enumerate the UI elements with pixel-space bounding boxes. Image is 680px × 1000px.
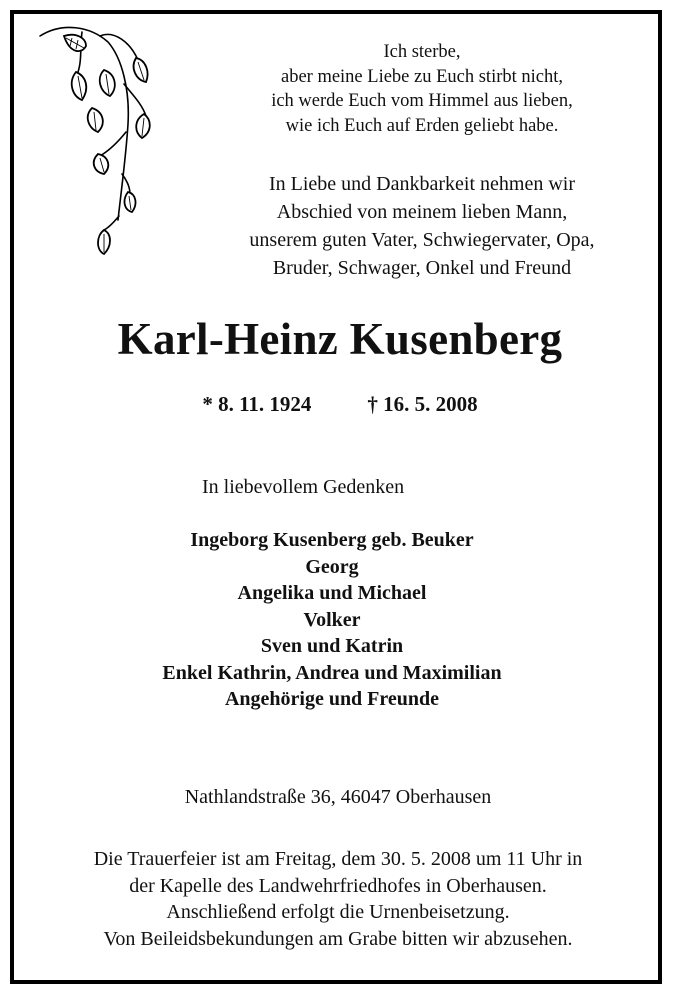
farewell-line: Abschied von meinem lieben Mann,: [276, 201, 568, 223]
farewell-line: Bruder, Schwager, Onkel und Freund: [272, 257, 572, 279]
mourners-list: [0, 527, 664, 713]
farewell-line: unserem guten Vater, Schwiegervater, Opa,: [249, 229, 595, 251]
poem-verse: [196, 40, 648, 138]
death-date: † 16. 5. 2008: [367, 392, 478, 416]
memorial-phrase: In liebevollem Gedenken: [202, 476, 405, 498]
birth-date: * 8. 11. 1924: [202, 392, 312, 416]
farewell-text: [196, 170, 648, 282]
farewell-line: In Liebe und Dankbarkeit nehmen wir: [268, 173, 575, 195]
poem-line: wie ich Euch auf Erden geliebt habe.: [285, 115, 559, 136]
mourner-entry: Angehörige und Freunde: [224, 688, 440, 710]
poem-line: Ich sterbe,: [383, 42, 461, 62]
deceased-name: Karl-Heinz Kusenberg: [117, 314, 563, 364]
mourner-entry: Ingeborg Kusenberg geb. Beuker: [190, 529, 474, 551]
poem-line: aber meine Liebe zu Euch stirbt nicht,: [280, 66, 564, 87]
mourner-entry: Volker: [303, 608, 361, 631]
mourner-entry: Enkel Kathrin, Andrea und Maximilian: [162, 661, 502, 684]
mourner-entry: Georg: [305, 555, 359, 578]
birch-branch-icon: [38, 24, 158, 256]
funeral-notice: [0, 846, 676, 952]
life-dates: [0, 392, 680, 417]
notice-line: Die Trauerfeier ist am Freitag, dem 30. 5. 2008 um 11 Uhr in: [93, 848, 583, 870]
notice-line: Anschließend erfolgt die Urnenbeisetzung.: [166, 901, 510, 923]
notice-line: der Kapelle des Landwehrfriedhofes in Oberhausen.: [129, 874, 547, 897]
mourner-entry: Sven und Katrin: [260, 635, 404, 657]
mourner-entry: Angelika und Michael: [237, 582, 427, 604]
family-address: Nathlandstraße 36, 46047 Oberhausen: [184, 786, 492, 808]
notice-line: Von Beileidsbekundungen am Grabe bitten wir abzusehen.: [103, 927, 573, 950]
poem-line: ich werde Euch vom Himmel aus lieben,: [271, 91, 573, 111]
